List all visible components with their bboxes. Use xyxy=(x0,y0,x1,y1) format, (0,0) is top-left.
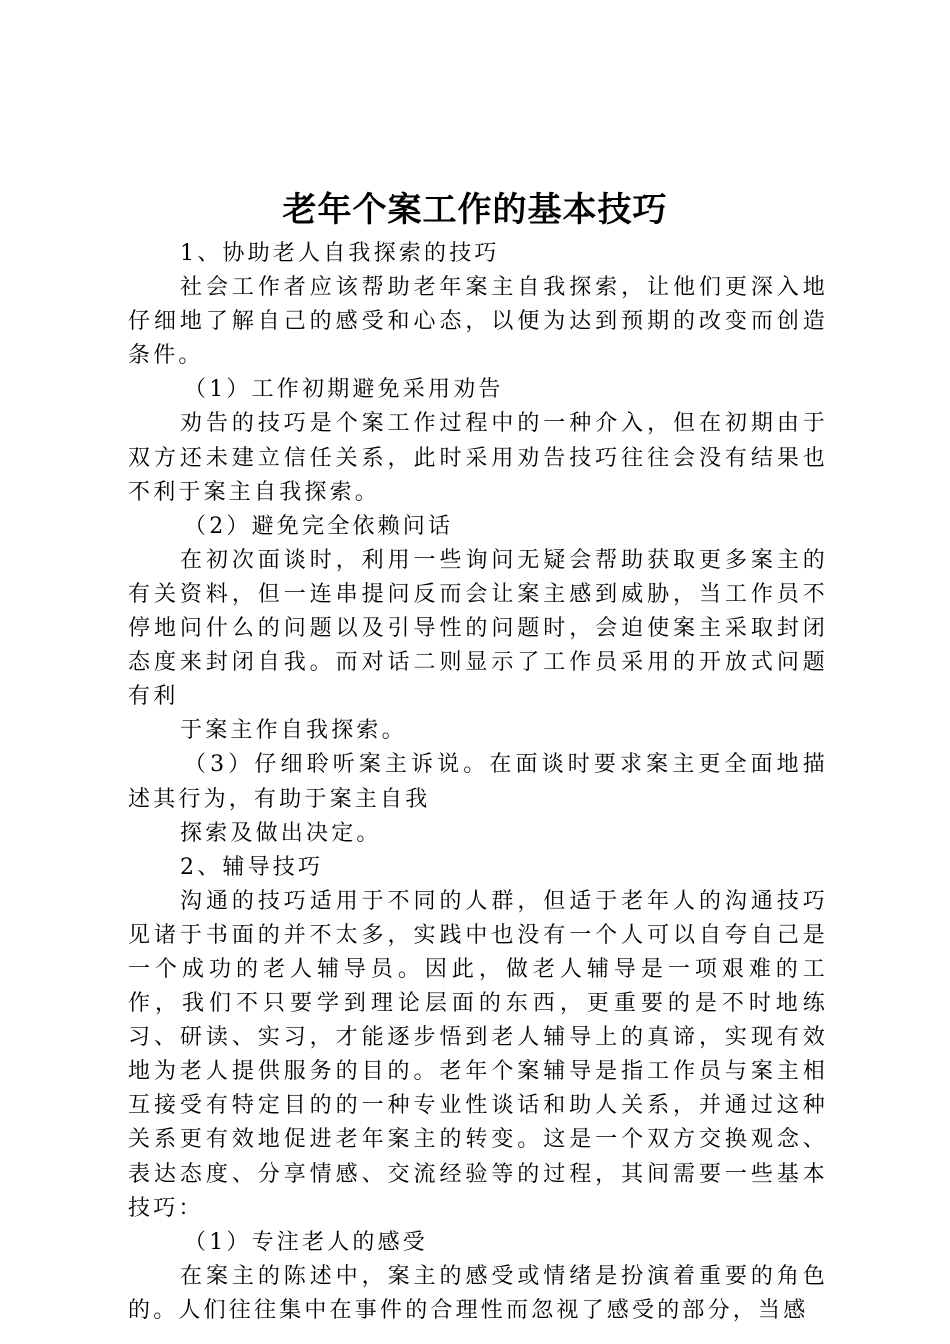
body-paragraph: 沟通的技巧适用于不同的人群，但适于老年人的沟通技巧见诸于书面的并不太多，实践中也没有一个人可以自夸自己是一个成功的老人辅导员。因此，做老人辅导是一项艰难的工作，我们不只要学到理论层面的东西，更重要的是不时地练习、研读、实习，才能逐步悟到老人辅导上的真谛，实现有效地为老人提供服务的目的。老年个案辅导是指工作员与案主相互接受有特定目的的一种专业性谈话和助人关系，并通过这种关系更有效地促进老年案主的转变。这是一个双方交换观念、表达态度、分享情感、交流经验等的过程，其间需要一些基本技巧： xyxy=(128,888,828,1221)
body-paragraph: 劝告的技巧是个案工作过程中的一种介入，但在初期由于双方还未建立信任关系，此时采用劝告技巧往往会没有结果也不利于案主自我探索。 xyxy=(128,411,828,505)
body-paragraph-continued: 于案主作自我探索。 xyxy=(180,718,407,744)
body-paragraph: 在初次面谈时，利用一些询问无疑会帮助获取更多案主的有关资料，但一连串提问反而会让案主感到威胁，当工作员不停地问什么的问题以及引导性的问题时，会迫使案主采取封闭态度来封闭自我。而对话二则显示了工作员采用的开放式问题有利 xyxy=(128,547,828,710)
subsection-heading: （2）避免完全依赖问话 xyxy=(184,513,454,539)
subsection-heading: （3）仔细聆听案主诉说。在面谈时要求案主更全面地描述其行为，有助于案主自我 xyxy=(128,752,828,812)
body-paragraph: 社会工作者应该帮助老年案主自我探索，让他们更深入地仔细地了解自己的感受和心态，以便为达到预期的改变而创造条件。 xyxy=(128,275,828,369)
section-heading: 2、辅导技巧 xyxy=(180,854,324,880)
body-paragraph: 在案主的陈述中，案主的感受或情绪是扮演着重要的角色的。人们往往集中在事件的合理性而忽视了感受的部分，当感 xyxy=(128,1263,828,1323)
section-heading: 1、协助老人自我探索的技巧 xyxy=(180,241,500,266)
subsection-heading: （1）工作初期避免采用劝告 xyxy=(184,377,504,403)
document-body xyxy=(128,237,828,1328)
subsection-heading: （1）专注老人的感受 xyxy=(184,1229,428,1255)
body-paragraph-continued: 探索及做出决定。 xyxy=(180,820,382,846)
document-title: 老年个案工作的基本技巧 xyxy=(282,190,668,230)
